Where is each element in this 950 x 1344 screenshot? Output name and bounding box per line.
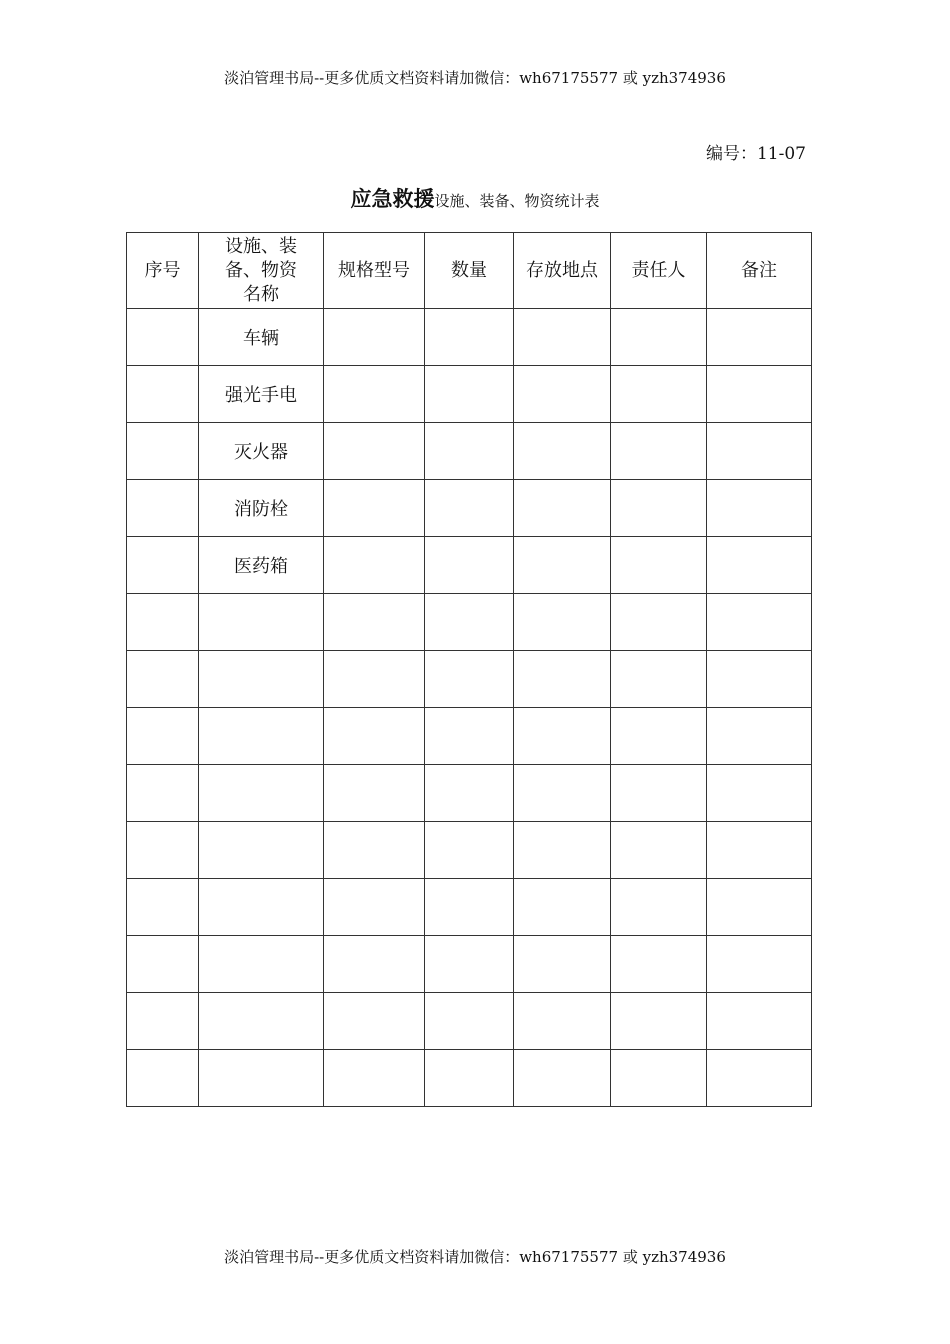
- cell-item-name: 灭火器: [199, 423, 324, 480]
- table-body: [127, 309, 812, 1107]
- column-header-quantity: 数量: [425, 233, 514, 309]
- cell-remarks: [707, 1050, 812, 1107]
- page-title: [0, 183, 950, 213]
- cell-responsible-person: [611, 765, 707, 822]
- footer-note: 淡泊管理书局--更多优质文档资料请加微信：wh67175577 或 yzh374936: [224, 1248, 726, 1266]
- cell-item-name: [199, 879, 324, 936]
- cell-quantity: [425, 309, 514, 366]
- table-row: [127, 423, 812, 480]
- table-row: [127, 879, 812, 936]
- cell-quantity: [425, 1050, 514, 1107]
- cell-serial: [127, 936, 199, 993]
- cell-item-name: [199, 765, 324, 822]
- title-subtitle: 设施、装备、物资统计表: [434, 192, 600, 210]
- cell-responsible-person: [611, 822, 707, 879]
- cell-responsible-person: [611, 537, 707, 594]
- cell-responsible-person: [611, 651, 707, 708]
- cell-quantity: [425, 480, 514, 537]
- cell-serial: [127, 480, 199, 537]
- table-row: [127, 708, 812, 765]
- cell-serial: [127, 1050, 199, 1107]
- cell-responsible-person: [611, 936, 707, 993]
- cell-remarks: [707, 594, 812, 651]
- cell-spec-model: [324, 594, 425, 651]
- cell-remarks: [707, 708, 812, 765]
- cell-quantity: [425, 651, 514, 708]
- cell-serial: [127, 765, 199, 822]
- cell-spec-model: [324, 708, 425, 765]
- cell-spec-model: [324, 537, 425, 594]
- cell-serial: [127, 993, 199, 1050]
- cell-item-name: 医药箱: [199, 537, 324, 594]
- cell-spec-model: [324, 309, 425, 366]
- cell-item-name: 消防栓: [199, 480, 324, 537]
- cell-responsible-person: [611, 423, 707, 480]
- cell-item-name: [199, 936, 324, 993]
- cell-responsible-person: [611, 594, 707, 651]
- table-row: [127, 993, 812, 1050]
- cell-remarks: [707, 879, 812, 936]
- column-header-remarks: 备注: [707, 233, 812, 309]
- cell-responsible-person: [611, 708, 707, 765]
- cell-remarks: [707, 765, 812, 822]
- cell-serial: [127, 708, 199, 765]
- cell-quantity: [425, 936, 514, 993]
- cell-quantity: [425, 423, 514, 480]
- cell-responsible-person: [611, 366, 707, 423]
- column-header-spec-model: 规格型号: [324, 233, 425, 309]
- cell-storage-location: [514, 708, 611, 765]
- cell-quantity: [425, 765, 514, 822]
- cell-spec-model: [324, 1050, 425, 1107]
- cell-spec-model: [324, 480, 425, 537]
- cell-responsible-person: [611, 1050, 707, 1107]
- cell-serial: [127, 879, 199, 936]
- table-row: [127, 651, 812, 708]
- equipment-statistics-table: [126, 232, 812, 1107]
- cell-spec-model: [324, 822, 425, 879]
- table-row: [127, 537, 812, 594]
- cell-storage-location: [514, 366, 611, 423]
- cell-item-name: [199, 651, 324, 708]
- cell-remarks: [707, 936, 812, 993]
- cell-serial: [127, 366, 199, 423]
- cell-storage-location: [514, 879, 611, 936]
- cell-storage-location: [514, 651, 611, 708]
- table-row: [127, 309, 812, 366]
- cell-item-name: [199, 708, 324, 765]
- table-row: [127, 366, 812, 423]
- cell-spec-model: [324, 993, 425, 1050]
- cell-remarks: [707, 309, 812, 366]
- cell-responsible-person: [611, 993, 707, 1050]
- cell-responsible-person: [611, 480, 707, 537]
- cell-item-name: [199, 594, 324, 651]
- table-row: [127, 1050, 812, 1107]
- column-header-serial: 序号: [127, 233, 199, 309]
- cell-storage-location: [514, 309, 611, 366]
- cell-spec-model: [324, 765, 425, 822]
- cell-serial: [127, 423, 199, 480]
- title-main: 应急救援: [350, 187, 435, 211]
- table-row: [127, 822, 812, 879]
- cell-storage-location: [514, 594, 611, 651]
- cell-spec-model: [324, 879, 425, 936]
- cell-remarks: [707, 480, 812, 537]
- cell-storage-location: [514, 537, 611, 594]
- column-header-item-name-label: 设施、装备、物资名称: [225, 235, 297, 305]
- table-row: [127, 765, 812, 822]
- table-row: [127, 480, 812, 537]
- column-header-item-name: [199, 233, 324, 309]
- cell-storage-location: [514, 936, 611, 993]
- column-header-responsible-person: 责任人: [611, 233, 707, 309]
- cell-remarks: [707, 537, 812, 594]
- cell-quantity: [425, 366, 514, 423]
- cell-remarks: [707, 423, 812, 480]
- cell-responsible-person: [611, 879, 707, 936]
- cell-remarks: [707, 822, 812, 879]
- cell-serial: [127, 651, 199, 708]
- cell-item-name: 车辆: [199, 309, 324, 366]
- document-number: 编号：11-07: [705, 144, 806, 164]
- cell-storage-location: [514, 480, 611, 537]
- cell-remarks: [707, 993, 812, 1050]
- cell-remarks: [707, 651, 812, 708]
- cell-serial: [127, 537, 199, 594]
- cell-item-name: 强光手电: [199, 366, 324, 423]
- cell-storage-location: [514, 423, 611, 480]
- cell-spec-model: [324, 936, 425, 993]
- table-header: [127, 233, 812, 309]
- cell-quantity: [425, 594, 514, 651]
- cell-storage-location: [514, 1050, 611, 1107]
- table-row: [127, 936, 812, 993]
- cell-quantity: [425, 879, 514, 936]
- cell-responsible-person: [611, 309, 707, 366]
- cell-spec-model: [324, 366, 425, 423]
- cell-serial: [127, 594, 199, 651]
- cell-serial: [127, 822, 199, 879]
- cell-remarks: [707, 366, 812, 423]
- cell-spec-model: [324, 651, 425, 708]
- cell-quantity: [425, 708, 514, 765]
- cell-quantity: [425, 822, 514, 879]
- cell-storage-location: [514, 993, 611, 1050]
- column-header-storage-location: 存放地点: [514, 233, 611, 309]
- header-note: 淡泊管理书局--更多优质文档资料请加微信：wh67175577 或 yzh374936: [224, 69, 726, 87]
- cell-item-name: [199, 1050, 324, 1107]
- cell-storage-location: [514, 765, 611, 822]
- cell-spec-model: [324, 423, 425, 480]
- cell-storage-location: [514, 822, 611, 879]
- cell-quantity: [425, 993, 514, 1050]
- cell-item-name: [199, 822, 324, 879]
- cell-serial: [127, 309, 199, 366]
- table-header-row: [127, 233, 812, 309]
- table-row: [127, 594, 812, 651]
- cell-item-name: [199, 993, 324, 1050]
- cell-quantity: [425, 537, 514, 594]
